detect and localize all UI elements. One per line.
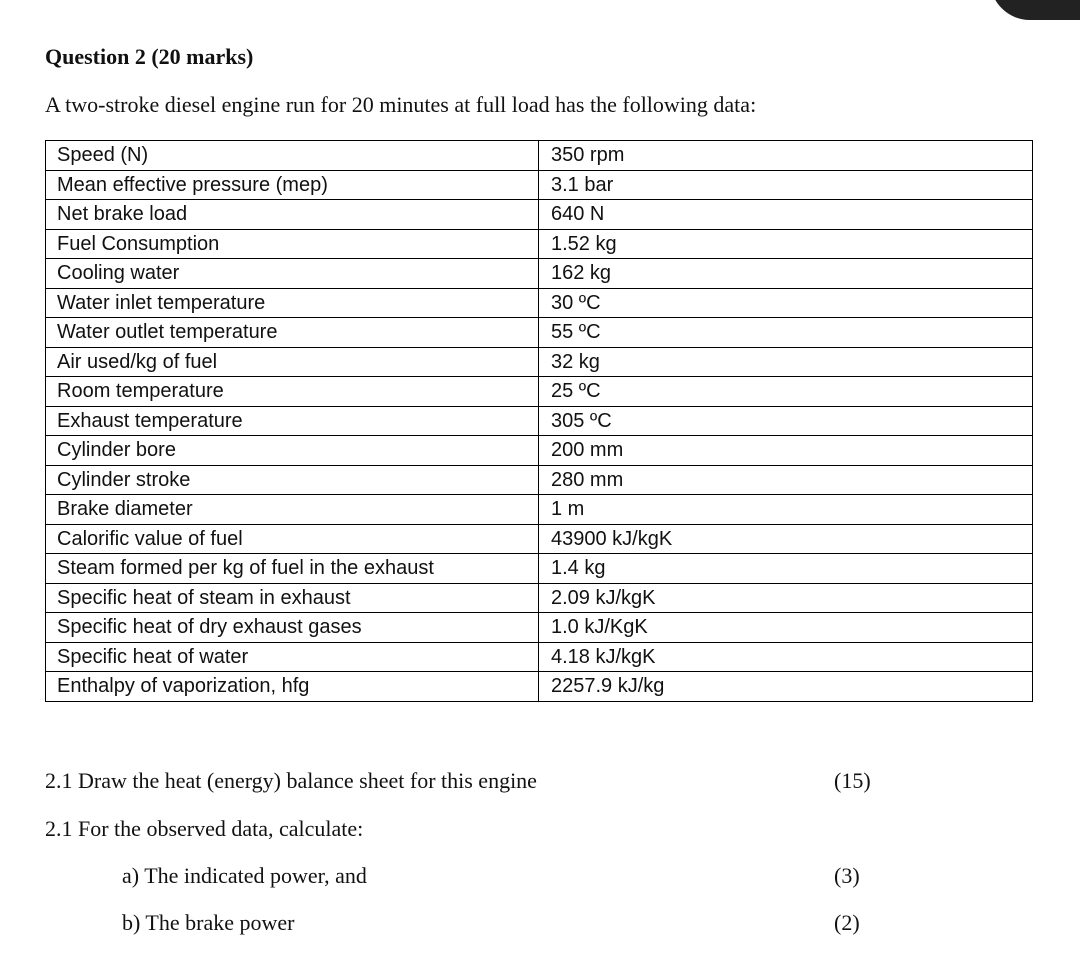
question-intro: A two-stroke diesel engine run for 20 minutes at full load has the following data: — [45, 92, 757, 117]
table-row — [46, 318, 1033, 348]
parameter-value-cell: 43900 kJ/kgK — [539, 524, 1033, 554]
task-2-1-balance-sheet: 2.1 Draw the heat (energy) balance sheet for this engine — [45, 768, 537, 793]
question-title: Question 2 (20 marks) — [45, 44, 254, 69]
parameter-name-cell: Steam formed per kg of fuel in the exhaust — [46, 554, 539, 584]
table-row — [46, 465, 1033, 495]
parameter-name-cell: Specific heat of dry exhaust gases — [46, 613, 539, 643]
table-row — [46, 377, 1033, 407]
task-2-1-calculate: 2.1 For the observed data, calculate: — [45, 816, 364, 841]
marks-15: (15) — [834, 768, 871, 793]
parameter-value-cell: 200 mm — [539, 436, 1033, 466]
parameter-name-cell: Cylinder stroke — [46, 465, 539, 495]
parameter-value-cell: 2.09 kJ/kgK — [539, 583, 1033, 613]
task-a-indicated-power: a) The indicated power, and — [122, 863, 367, 888]
table-row — [46, 200, 1033, 230]
parameter-name-cell: Specific heat of water — [46, 642, 539, 672]
parameter-value-cell: 1.52 kg — [539, 229, 1033, 259]
parameter-value-cell: 3.1 bar — [539, 170, 1033, 200]
parameter-value-cell: 2257.9 kJ/kg — [539, 672, 1033, 702]
parameter-value-cell: 1 m — [539, 495, 1033, 525]
table-row — [46, 554, 1033, 584]
table-row — [46, 583, 1033, 613]
table-row — [46, 672, 1033, 702]
table-row — [46, 259, 1033, 289]
table-row — [46, 436, 1033, 466]
parameter-name-cell: Fuel Consumption — [46, 229, 539, 259]
parameter-value-cell: 4.18 kJ/kgK — [539, 642, 1033, 672]
parameter-name-cell: Enthalpy of vaporization, hfg — [46, 672, 539, 702]
parameter-value-cell: 25 ºC — [539, 377, 1033, 407]
parameter-name-cell: Net brake load — [46, 200, 539, 230]
parameter-value-cell: 1.4 kg — [539, 554, 1033, 584]
parameter-value-cell: 640 N — [539, 200, 1033, 230]
parameter-name-cell: Cooling water — [46, 259, 539, 289]
engine-data-table — [45, 140, 1033, 702]
parameter-name-cell: Cylinder bore — [46, 436, 539, 466]
parameter-value-cell: 30 ºC — [539, 288, 1033, 318]
table-row — [46, 288, 1033, 318]
parameter-value-cell: 32 kg — [539, 347, 1033, 377]
table-row — [46, 495, 1033, 525]
table-row — [46, 170, 1033, 200]
parameter-name-cell: Mean effective pressure (mep) — [46, 170, 539, 200]
parameter-value-cell: 350 rpm — [539, 141, 1033, 171]
parameter-name-cell: Water inlet temperature — [46, 288, 539, 318]
table-row — [46, 229, 1033, 259]
table-row — [46, 642, 1033, 672]
parameter-name-cell: Calorific value of fuel — [46, 524, 539, 554]
parameter-name-cell: Speed (N) — [46, 141, 539, 171]
marks-3: (3) — [834, 863, 860, 888]
parameter-name-cell: Room temperature — [46, 377, 539, 407]
table-row — [46, 524, 1033, 554]
marks-2: (2) — [834, 910, 860, 935]
parameter-value-cell: 280 mm — [539, 465, 1033, 495]
table-row — [46, 141, 1033, 171]
table-row — [46, 613, 1033, 643]
corner-decoration — [990, 0, 1080, 20]
parameter-name-cell: Exhaust temperature — [46, 406, 539, 436]
table-row — [46, 406, 1033, 436]
parameter-value-cell: 55 ºC — [539, 318, 1033, 348]
parameter-name-cell: Air used/kg of fuel — [46, 347, 539, 377]
parameter-name-cell: Water outlet temperature — [46, 318, 539, 348]
task-b-brake-power: b) The brake power — [122, 910, 295, 935]
table-body — [46, 141, 1033, 702]
parameter-name-cell: Brake diameter — [46, 495, 539, 525]
parameter-value-cell: 162 kg — [539, 259, 1033, 289]
parameter-value-cell: 1.0 kJ/KgK — [539, 613, 1033, 643]
parameter-name-cell: Specific heat of steam in exhaust — [46, 583, 539, 613]
parameter-value-cell: 305 ºC — [539, 406, 1033, 436]
table-row — [46, 347, 1033, 377]
